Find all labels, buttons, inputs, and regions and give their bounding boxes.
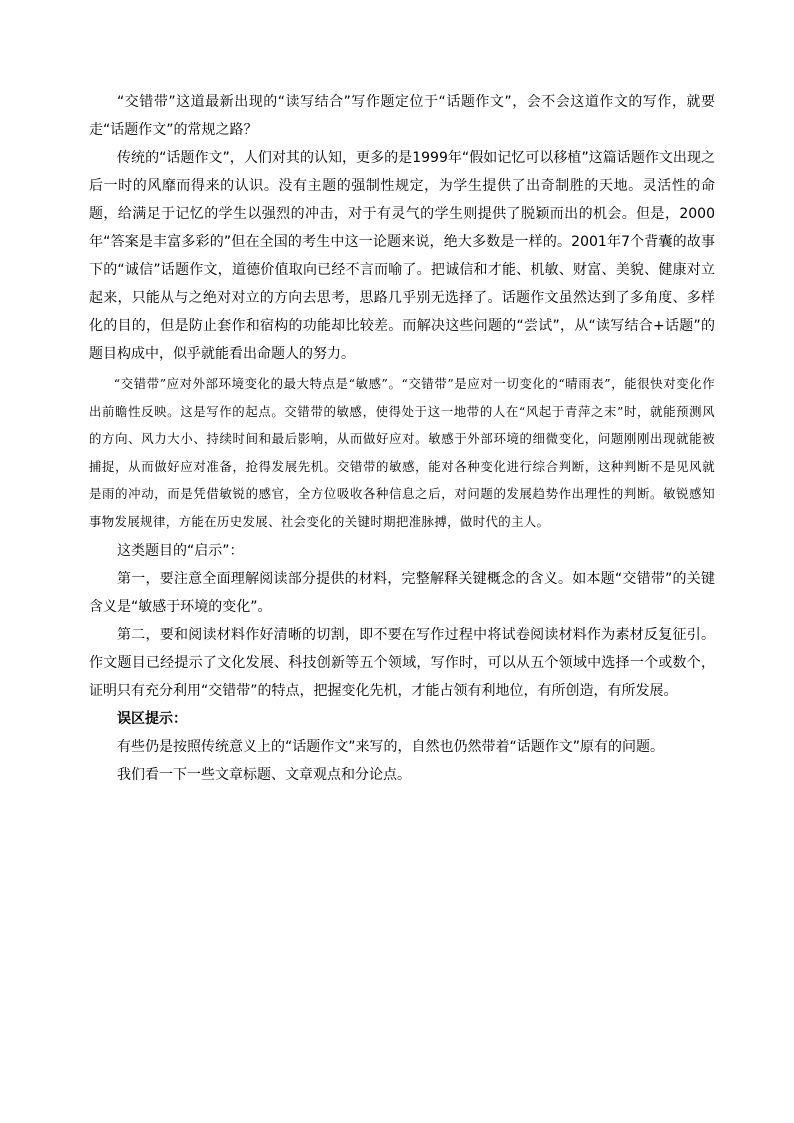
paragraph-point-two: 第二，要和阅读材料作好清晰的切割，即不要在写作过程中将试卷阅读材料作为素材反复征引。作文题目已经提示了文化发展、科技创新等五个领域，写作时，可以从五个领域中选择一个或数个，证明只有充分利用“交错带”的特点，把握变化先机，才能占领有利地位，有所创造，有所发展。: [89, 627, 715, 699]
paragraph-reading-material-quote: “交错带”应对外部环境变化的最大特点是“敏感”。“交错带”是应对一切变化的“晴雨表”，能很快对变化作出前瞻性反映。这是写作的起点。交错带的敏感，使得处于这一地带的人在“风起于青萍之末”时，就能预测风的方向、风力大小、持续时间和最后影响，从而做好应对。敏感于外部环境的细微变化，问题刚刚出现就能被捕捉，从而做好应对准备，抢得发展先机。交错带的敏感，能对各种变化进行综合判断，这种判断不是见风就是雨的冲动，而是凭借敏锐的感官，全方位吸收各种信息之后，对问题的发展趋势作出理性的判断。敏锐感知事物发展规律，方能在历史发展、社会变化的关键时期把准脉搏，做时代的主人。: [89, 376, 715, 529]
paragraph-intro-question: “交错带”这道最新出现的“读写结合”写作题定位于“话题作文”，会不会这道作文的写作，就要走“话题作文”的常规之路？: [89, 94, 715, 138]
paragraph-closing: 我们看一下一些文章标题、文章观点和分论点。: [117, 767, 411, 783]
article-body: [89, 88, 715, 789]
paragraph-inspiration-heading: 这类题目的“启示”：: [117, 543, 244, 559]
paragraph-point-one: 第一，要注意全面理解阅读部分提供的材料，完整解释关键概念的含义。如本题“交错带”的关键含义是“敏感于环境的变化”。: [89, 571, 715, 615]
paragraph-misconception-label: 误区提示：: [117, 711, 187, 727]
paragraph-misconception-text: 有些仍是按照传统意义上的“话题作文”来写的，自然也仍然带着“话题作文”原有的问题。: [117, 739, 665, 755]
paragraph-traditional-topic-essay: 传统的“话题作文”，人们对其的认知，更多的是1999年“假如记忆可以移植”这篇话题作文出现之后一时的风靡而得来的认识。没有主题的强制性规定，为学生提供了出奇制胜的天地。灵活性的命题，给满足于记忆的学生以强烈的冲击，对于有灵气的学生则提供了脱颖而出的机会。但是，2000年“答案是丰富多彩的”但在全国的考生中这一论题来说，绝大多数是一样的。2001年7个背囊的故事下的“诚信”话题作文，道德价值取向已经不言而喻了。把诚信和才能、机敏、财富、美貌、健康对立起来，只能从与之绝对对立的方向去思考，思路几乎别无选择了。话题作文虽然达到了多角度、多样化的目的，但是防止套作和宿构的功能却比较差。而解决这些问题的“尝试”，从“读写结合+话题”的题目构成中，似乎就能看出命题人的努力。: [89, 150, 715, 362]
